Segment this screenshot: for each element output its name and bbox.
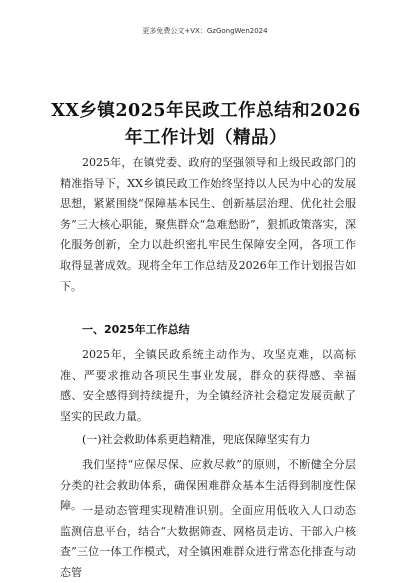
document-title: XX乡镇2025年民政工作总结和2026年工作计划（精品） [51, 101, 361, 148]
section-paragraph: 2025年，全镇民政系统主动作为、攻坚克难，以高标准、严要求推动各项民生事业发展，群众的获得感、幸福感、安全感得到持续提升，为全镇经济社会稳定发展贡献了坚实的民政力量。 [60, 348, 356, 423]
subsection-heading: (一)社会救助体系更趋精准，兜底保障坚实有力 [82, 433, 311, 446]
subsection-paragraph: 我们坚持“应保尽保、应救尽救”的原则，不断健全分层分类的社会救助体系，确保困难群众基本生活得到制度性保障。 [60, 458, 356, 513]
intro-paragraph: 2025年，在镇党委、政府的坚强领导和上级民政部门的精准指导下，XX乡镇民政工作始终坚持以人民为中心的发展思想，紧紧围绕“保障基本民生、创新基层治理、优化社会服务”三大核心职能，聚焦群众“急难愁盼”，狠抓政策落实，深化服务创新，全力以赴织密扎牢民生保障安全网，各项工作取得显著成效。现将全年工作总结及2026年工作计划报告如下。 [60, 156, 356, 293]
subsection-paragraph-2: 一是动态管理实现精准识别。全面应用低收入人口动态监测信息平台，结合“大数据筛查、网格员走访、干部入户核查”三位一体工作模式，对全镇困难群众进行常态化排查与动态管 [60, 504, 356, 579]
header-note: 更多免费公文+VX：GzGongWen2024 [142, 27, 268, 35]
section-heading: 一、2025年工作总结 [82, 323, 190, 336]
